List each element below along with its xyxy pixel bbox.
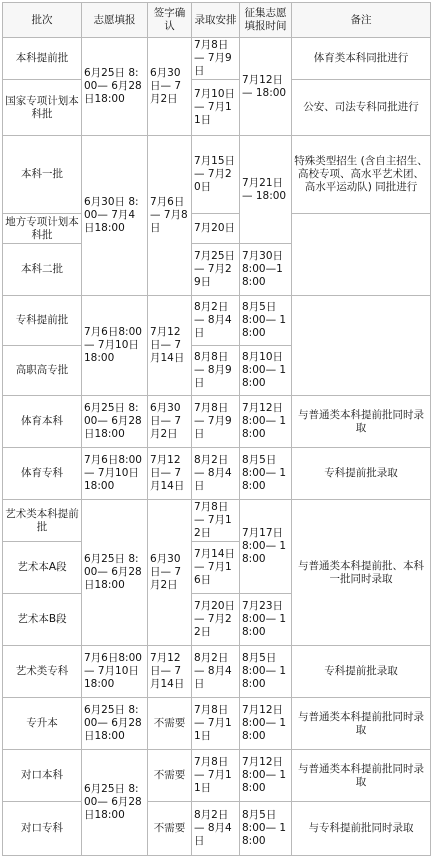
admission-schedule-table (2, 2, 431, 856)
batch-cell: 专升本 (3, 698, 82, 750)
solicit-cell: 7月21日— 18:00 (240, 136, 292, 244)
batch-cell: 对口本科 (3, 750, 82, 802)
fill-cell: 6月25日 8:00— 6月28日18:00 (82, 698, 148, 750)
table-row (3, 396, 431, 448)
batch-cell: 地方专项计划本科批 (3, 214, 82, 244)
table-row (3, 802, 431, 856)
sign-cell: 7月12日— 7月14日 (148, 296, 192, 396)
fill-cell: 6月30日 8:00— 7月4日18:00 (82, 136, 148, 296)
solicit-cell: 7月12日 8:00— 18:00 (240, 396, 292, 448)
table-row (3, 750, 431, 802)
batch-cell: 艺术本B段 (3, 594, 82, 646)
header-row (3, 3, 431, 38)
admission-cell: 7月20日 (192, 214, 240, 244)
sign-cell: 6月30日— 7月2日 (148, 500, 192, 646)
fill-cell: 7月6日8:00— 7月10日18:00 (82, 448, 148, 500)
note-cell: 公安、司法专科同批进行 (292, 80, 431, 136)
header-solicit: 征集志愿填报时间 (240, 3, 292, 38)
batch-cell: 体育专科 (3, 448, 82, 500)
batch-cell: 对口专科 (3, 802, 82, 856)
header-sign: 签字确认 (148, 3, 192, 38)
fill-cell: 6月25日 8:00— 6月28日18:00 (82, 38, 148, 136)
solicit-cell: 7月17日 8:00— 18:00 (240, 500, 292, 594)
batch-cell: 国家专项计划本科批 (3, 80, 82, 136)
note-cell: 与普通类本科提前批同时录取 (292, 698, 431, 750)
solicit-cell: 8月5日 8:00— 18:00 (240, 448, 292, 500)
table-row (3, 136, 431, 214)
fill-cell: 7月6日8:00— 7月10日18:00 (82, 646, 148, 698)
batch-cell: 体育本科 (3, 396, 82, 448)
solicit-cell: 8月5日 8:00— 18:00 (240, 802, 292, 856)
sign-cell: 不需要 (148, 698, 192, 750)
note-cell: 体育类本科同批进行 (292, 38, 431, 80)
note-cell: 特殊类型招生 (含自主招生、高校专项、高水平艺术团、高水平运动队) 同批进行 (292, 136, 431, 214)
header-fill: 志愿填报 (82, 3, 148, 38)
admission-cell: 8月2日— 8月4日 (192, 646, 240, 698)
admission-cell: 8月2日— 8月4日 (192, 296, 240, 346)
sign-cell: 6月30日— 7月2日 (148, 396, 192, 448)
note-cell: 与普通类本科提前批、本科一批同时录取 (292, 500, 431, 646)
admission-cell: 7月14日— 7月16日 (192, 542, 240, 594)
solicit-cell: 8月5日 8:00— 18:00 (240, 296, 292, 346)
table-row (3, 448, 431, 500)
header-note: 备注 (292, 3, 431, 38)
table-row (3, 296, 431, 346)
admission-cell: 7月20日— 7月22日 (192, 594, 240, 646)
sign-cell: 7月12日— 7月14日 (148, 448, 192, 500)
admission-cell: 7月8日— 7月9日 (192, 396, 240, 448)
sign-cell: 不需要 (148, 802, 192, 856)
note-cell-empty (292, 296, 431, 396)
sign-cell: 7月6日— 7月8日 (148, 136, 192, 296)
batch-cell: 专科提前批 (3, 296, 82, 346)
solicit-cell: 7月23日 8:00— 18:00 (240, 594, 292, 646)
sign-cell: 6月30日— 7月2日 (148, 38, 192, 136)
admission-cell: 7月8日— 7月12日 (192, 500, 240, 542)
solicit-cell: 7月30日 8:00—18:00 (240, 244, 292, 296)
note-cell: 与普通类本科提前批同时录取 (292, 750, 431, 802)
admission-cell: 7月15日— 7月20日 (192, 136, 240, 214)
note-cell: 与普通类本科提前批同时录取 (292, 396, 431, 448)
fill-cell: 7月6日8:00— 7月10日18:00 (82, 296, 148, 396)
note-cell: 与专科提前批同时录取 (292, 802, 431, 856)
table-row (3, 646, 431, 698)
solicit-cell: 7月12日 8:00— 18:00 (240, 750, 292, 802)
solicit-cell: 7月12日 8:00— 18:00 (240, 698, 292, 750)
batch-cell: 本科提前批 (3, 38, 82, 80)
table-row (3, 500, 431, 542)
solicit-cell: 8月5日 8:00— 18:00 (240, 646, 292, 698)
admission-cell: 7月8日— 7月11日 (192, 698, 240, 750)
solicit-cell: 7月12日— 18:00 (240, 38, 292, 136)
table-row (3, 80, 431, 136)
fill-cell: 6月25日 8:00— 6月28日18:00 (82, 750, 148, 856)
admission-cell: 7月8日— 7月9日 (192, 38, 240, 80)
header-batch: 批次 (3, 3, 82, 38)
table-row (3, 38, 431, 80)
fill-cell: 6月25日 8:00— 6月28日18:00 (82, 396, 148, 448)
solicit-cell: 8月10日 8:00— 18:00 (240, 346, 292, 396)
note-cell-empty (292, 214, 431, 296)
fill-cell: 6月25日 8:00— 6月28日18:00 (82, 500, 148, 646)
batch-cell: 艺术本A段 (3, 542, 82, 594)
admission-cell: 8月8日— 8月9日 (192, 346, 240, 396)
table-row (3, 214, 431, 244)
note-cell: 专科提前批录取 (292, 646, 431, 698)
batch-cell: 本科二批 (3, 244, 82, 296)
batch-cell: 高职高专批 (3, 346, 82, 396)
admission-cell: 7月10日— 7月11日 (192, 80, 240, 136)
note-cell: 专科提前批录取 (292, 448, 431, 500)
admission-cell: 8月2日— 8月4日 (192, 448, 240, 500)
admission-cell: 8月2日— 8月4日 (192, 802, 240, 856)
batch-cell: 本科一批 (3, 136, 82, 214)
header-admission: 录取安排 (192, 3, 240, 38)
table-row (3, 698, 431, 750)
sign-cell: 不需要 (148, 750, 192, 802)
sign-cell: 7月12日— 7月14日 (148, 646, 192, 698)
batch-cell: 艺术类本科提前批 (3, 500, 82, 542)
admission-cell: 7月25日— 7月29日 (192, 244, 240, 296)
batch-cell: 艺术类专科 (3, 646, 82, 698)
admission-cell: 7月8日— 7月11日 (192, 750, 240, 802)
